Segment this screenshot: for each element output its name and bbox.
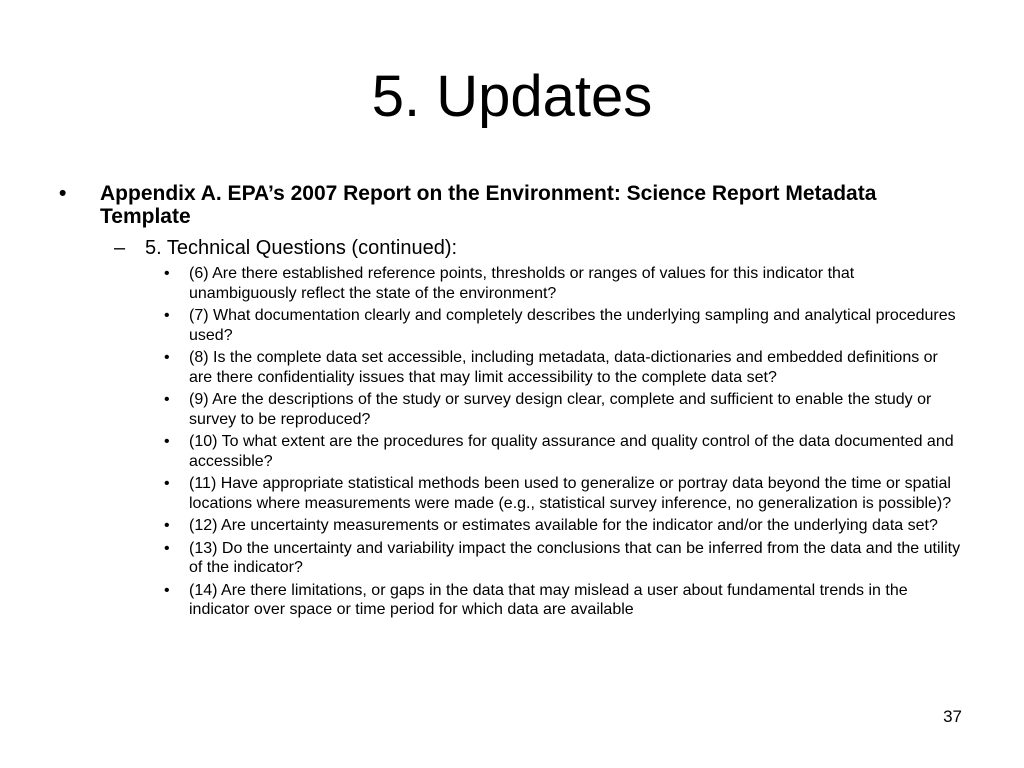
list-item: [164, 348, 964, 387]
list-item-text: (6) Are there established reference points, thresholds or ranges of values for this indicator that unambiguously reflect the state of the environment?: [189, 265, 855, 302]
list-item: [164, 581, 964, 620]
bullet-marker: •: [164, 391, 170, 408]
list-item-text: (7) What documentation clearly and completely describes the underlying sampling and analytical procedures used?: [189, 307, 956, 344]
list-item-text: (14) Are there limitations, or gaps in the data that may mislead a user about fundamental trends in the indicator over space or time period for which data are available: [189, 581, 908, 618]
list-item-text: (8) Is the complete data set accessible, including metadata, data-dictionaries and embedded definitions or are there confidentiality issues that may limit accessibility to the complete data set?: [189, 349, 938, 386]
list-item: [164, 539, 964, 578]
page-number: 37: [943, 707, 962, 726]
list-item: [164, 432, 964, 471]
bullet-marker: •: [164, 307, 170, 324]
question-list: [164, 264, 964, 623]
sub-bullet: [114, 236, 458, 260]
bullet-marker: •: [164, 349, 170, 366]
bullet-marker: •: [164, 265, 170, 282]
list-item-text: (11) Have appropriate statistical methods been used to generalize or portray data beyond the time or spatial locations where measurements were made (e.g., statistical survey inference, no generalization is possible)?: [189, 475, 952, 512]
bullet-marker: •: [59, 182, 67, 205]
list-item-text: (12) Are uncertainty measurements or estimates available for the indicator and/or the underlying data set?: [189, 517, 938, 534]
list-item: [164, 474, 964, 513]
bullet-marker: •: [164, 581, 170, 599]
list-item: [164, 390, 964, 429]
main-bullet: [59, 182, 960, 228]
list-item: [164, 516, 964, 536]
main-bullet-text: Appendix A. EPA’s 2007 Report on the Environment: Science Report Metadata Template: [100, 182, 877, 228]
bullet-marker: •: [164, 517, 170, 534]
slide-title: 5. Updates: [371, 64, 653, 129]
list-item: [164, 306, 964, 345]
list-item-text: (13) Do the uncertainty and variability impact the conclusions that can be inferred from the data and the utility of the indicator?: [189, 539, 961, 576]
list-item: [164, 264, 964, 303]
bullet-marker: •: [164, 475, 170, 492]
list-item-text: (9) Are the descriptions of the study or survey design clear, complete and sufficient to enable the study or survey to be reproduced?: [189, 391, 932, 428]
bullet-marker: •: [164, 433, 170, 450]
list-item-text: (10) To what extent are the procedures for quality assurance and quality control of the data documented and accessible?: [189, 433, 954, 470]
dash-marker: –: [114, 237, 126, 259]
bullet-marker: •: [164, 539, 170, 557]
sub-bullet-text: 5. Technical Questions (continued):: [145, 237, 458, 259]
